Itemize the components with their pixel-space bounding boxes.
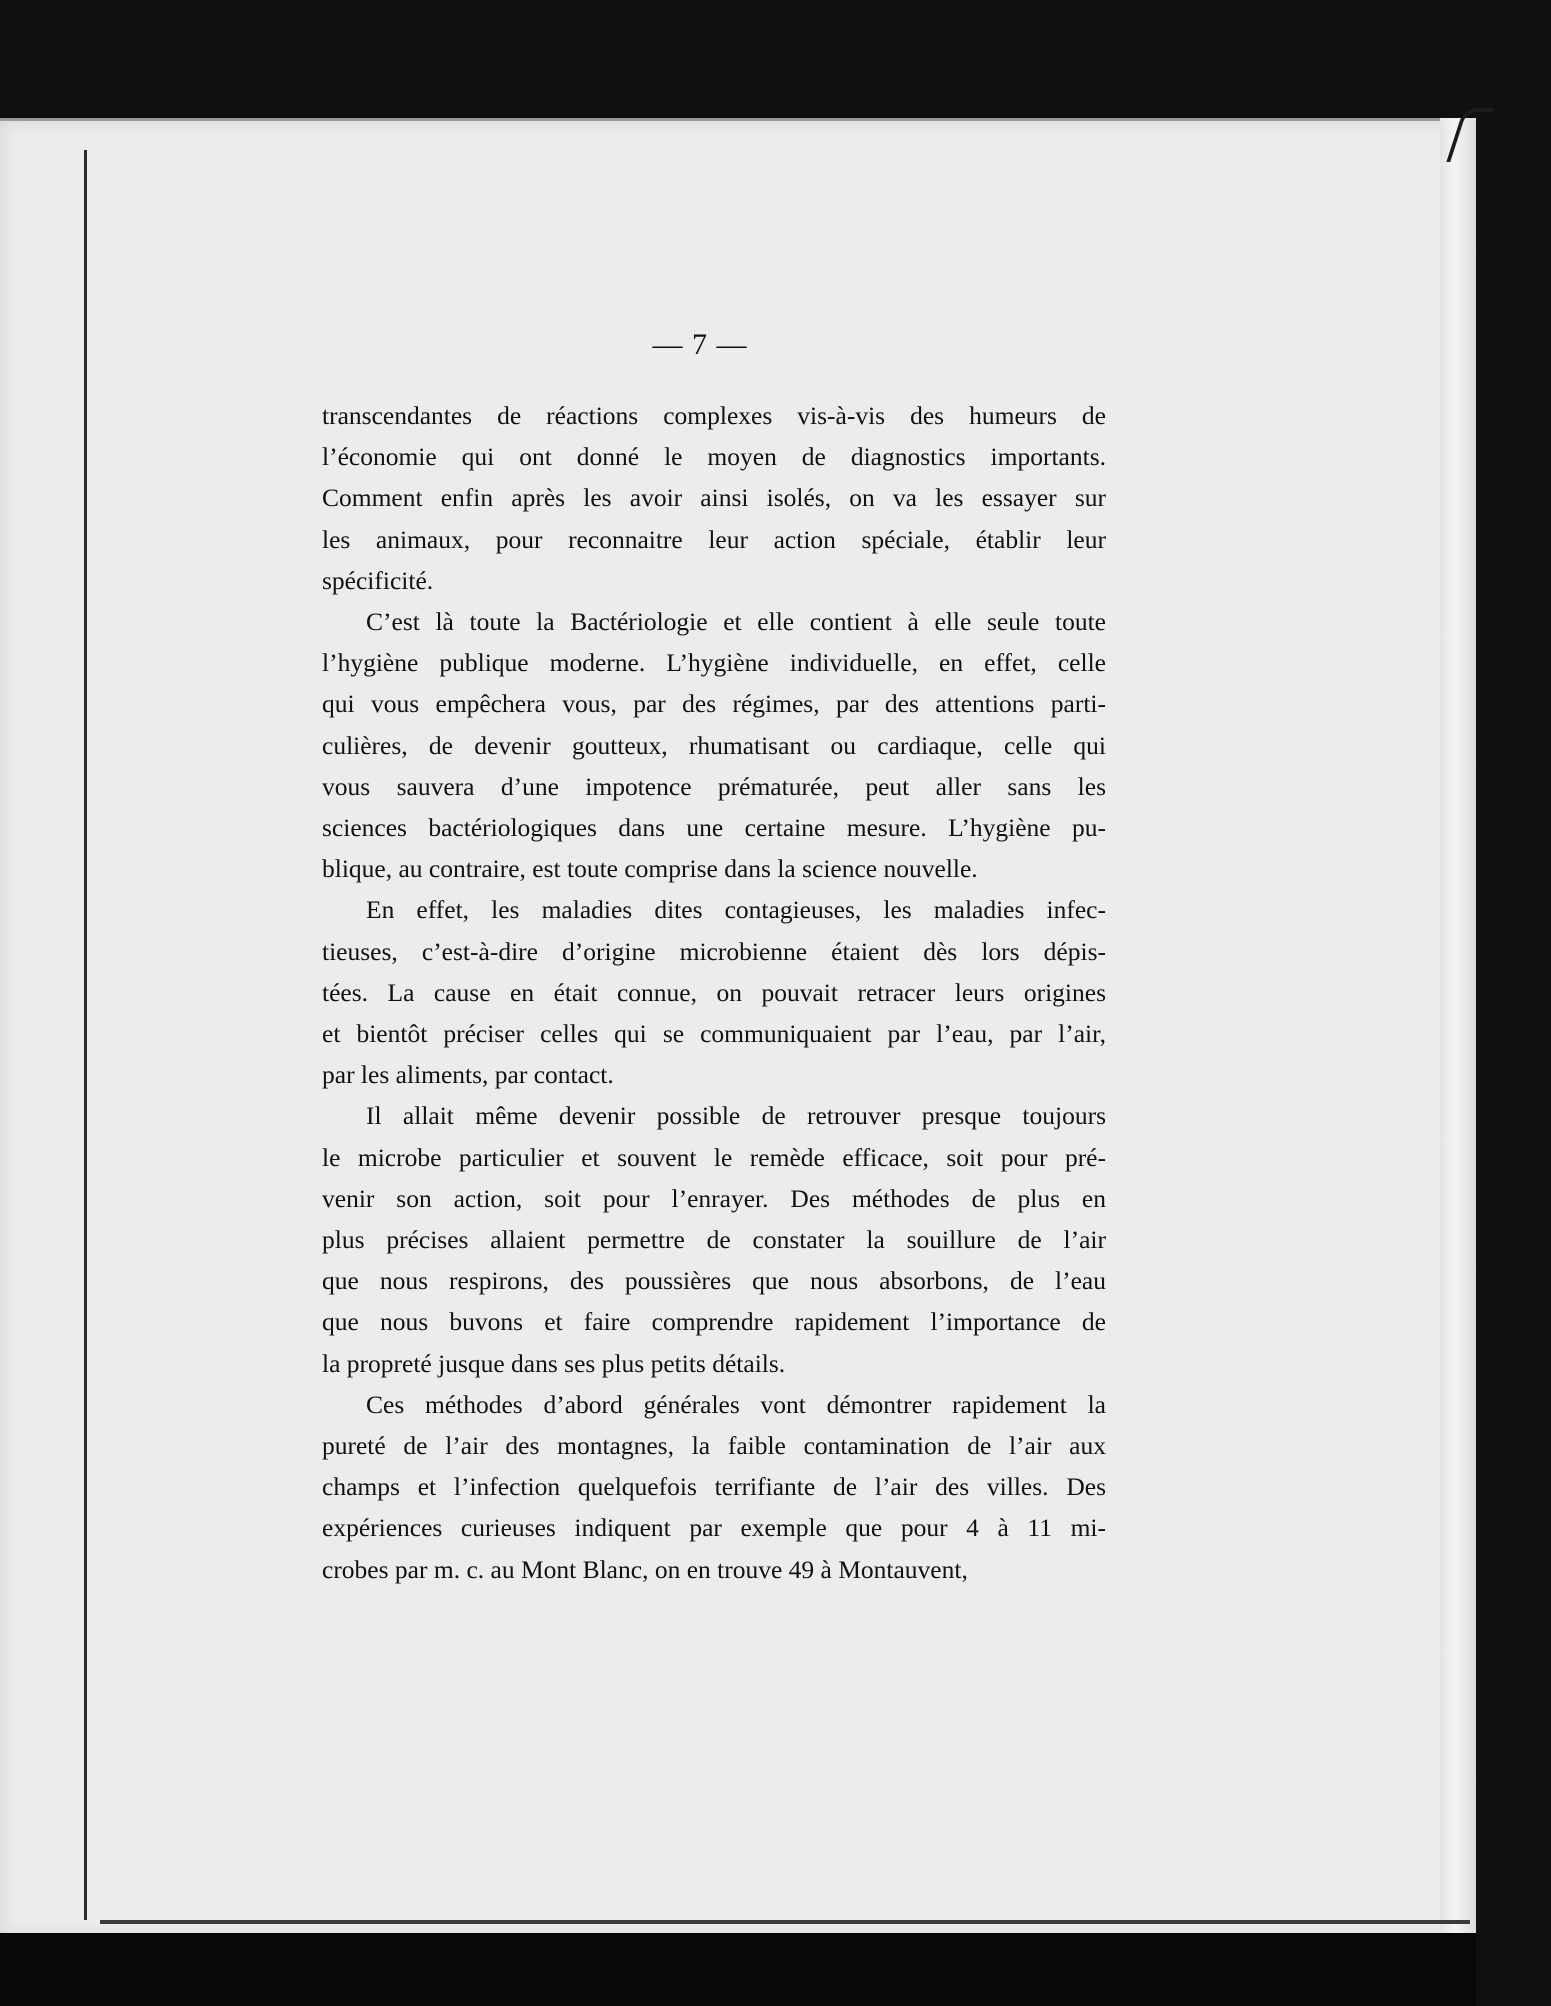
text-line: champs et l’infection quelquefois terrifiante de l’air des villes. Des [322,1472,1106,1502]
text-line: le microbe particulier et souvent le remède efficace, soit pour pré- [322,1142,1106,1172]
text-line: qui vous empêchera vous, par des régimes, par des attentions parti- [322,689,1106,719]
text-line: Ces méthodes d’abord générales vont démontrer rapidement la [366,1389,1106,1419]
text-line: les animaux, pour reconnaitre leur action spéciale, établir leur [322,524,1106,554]
text-line: l’économie qui ont donné le moyen de diagnostics importants. [322,442,1106,472]
text-line: En effet, les maladies dites contagieuses, les maladies infec- [366,895,1106,925]
text-line: transcendantes de réactions complexes vis-à-vis des humeurs de [322,401,1106,430]
scan-background-bottom [0,1933,1476,2006]
text-line: la propreté jusque dans ses plus petits détails. [322,1348,786,1378]
text-line: culières, de devenir goutteux, rhumatisant ou cardiaque, celle qui [322,730,1106,760]
text-line: sciences bactériologiques dans une certaine mesure. L’hygiène pu- [322,813,1106,843]
text-line: et bientôt préciser celles qui se communiquaient par l’eau, par l’air, [322,1019,1106,1049]
text-line: tées. La cause en était connue, on pouvait retracer leurs origines [322,977,1106,1007]
text-line: blique, au contraire, est toute comprise dans la science nouvelle. [322,854,978,884]
text-line: crobes par m. c. au Mont Blanc, on en trouve 49 à Montauvent, [322,1554,968,1584]
paragraph [322,889,1106,1095]
page-bottom-edge [100,1920,1470,1924]
text-line: que nous respirons, des poussières que nous absorbons, de l’eau [322,1266,1106,1296]
text-line: tieuses, c’est-à-dire d’origine microbienne étaient dès lors dépis- [322,936,1106,966]
text-line: spécificité. [322,565,434,595]
text-line: l’hygiène publique moderne. L’hygiène individuelle, en effet, celle [322,648,1106,678]
body-text [322,395,1106,1590]
text-line: expériences curieuses indiquent par exemple que pour 4 à 11 mi- [322,1513,1106,1543]
binding-margin-line [84,150,87,1920]
page-edge [1440,118,1476,1933]
text-line: plus précises allaient permettre de constater la souillure de l’air [322,1225,1106,1255]
text-line: par les aliments, par contact. [322,1060,614,1090]
text-line: pureté de l’air des montagnes, la faible contamination de l’air aux [322,1431,1106,1461]
paragraph [322,1384,1106,1590]
text-line: C’est là toute la Bactériologie et elle contient à elle seule toute [366,607,1106,637]
text-line: Il allait même devenir possible de retrouver presque toujours [366,1101,1106,1131]
text-line: que nous buvons et faire comprendre rapidement l’importance de [322,1307,1106,1337]
paragraph [322,395,1106,601]
text-line: venir son action, soit pour l’enrayer. Des méthodes de plus en [322,1183,1106,1213]
paragraph [322,1095,1106,1383]
text-line: vous sauvera d’une impotence prématurée, peut aller sans les [322,771,1106,801]
page-number: — 7 — [652,328,748,361]
paragraph [322,601,1106,889]
text-line: Comment enfin après les avoir ainsi isolés, on va les essayer sur [322,483,1106,513]
